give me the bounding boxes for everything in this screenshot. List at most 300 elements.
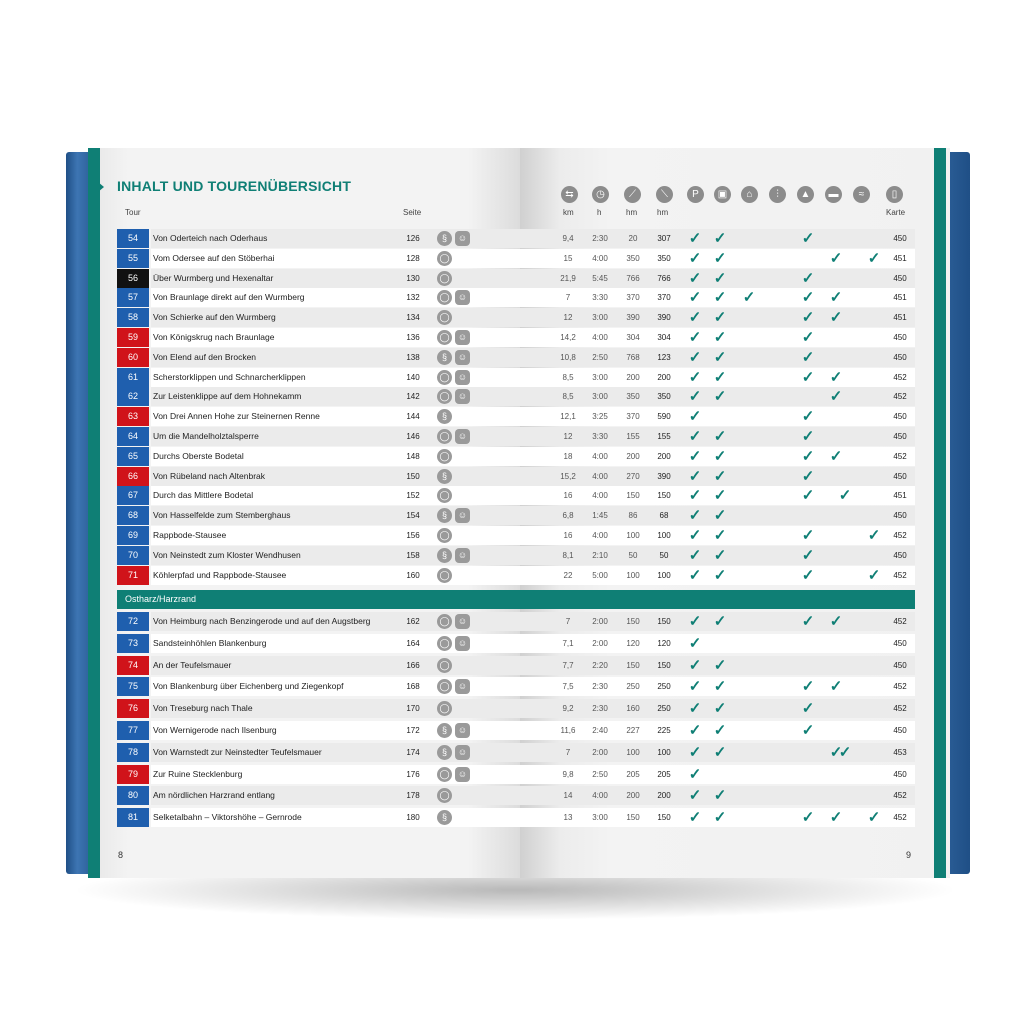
table-row[interactable] <box>117 269 915 288</box>
check-icon: ✓ <box>713 368 727 386</box>
tour-page: 156 <box>393 526 433 545</box>
check-icon: ✓ <box>801 527 815 544</box>
family-icon: ☺ <box>455 290 470 305</box>
table-row[interactable] <box>117 786 915 805</box>
tour-number: 73 <box>117 634 149 653</box>
tour-map-number: 452 <box>885 526 915 545</box>
family-icon: ☺ <box>455 330 470 345</box>
tour-map-number: 451 <box>885 288 915 307</box>
check-icon: ✓ <box>713 678 727 696</box>
right-accent-stripe <box>934 148 946 878</box>
tour-descent: 68 <box>659 511 669 521</box>
tour-name: Zur Leistenklippe auf dem Hohnekamm <box>151 387 423 406</box>
tour-duration: 2:00 <box>592 638 608 648</box>
tour-number: 62 <box>117 387 149 406</box>
check-icon: ✓ <box>829 388 843 406</box>
check-icon: ✓ <box>688 700 702 718</box>
tour-ascent: 304 <box>626 333 640 342</box>
tour-descent: 390 <box>657 471 671 481</box>
tour-name: Von Elend auf den Brocken <box>151 348 423 367</box>
tour-duration: 5:45 <box>592 273 608 283</box>
tour-km: 12 <box>563 313 573 323</box>
tour-number: 72 <box>117 612 149 631</box>
tour-number: 75 <box>117 677 149 696</box>
tour-name: Köhlerpfad und Rappbode-Stausee <box>151 566 423 585</box>
tour-map-number: 452 <box>885 387 915 406</box>
tour-number: 70 <box>117 546 149 565</box>
tour-descent: 390 <box>657 313 671 323</box>
table-row[interactable] <box>117 634 915 653</box>
family-icon: ☺ <box>455 679 470 694</box>
table-row[interactable] <box>117 765 915 784</box>
check-icon: ✓ <box>829 743 843 761</box>
check-icon: ✓ <box>713 787 727 805</box>
tour-duration: 3:30 <box>592 293 608 303</box>
tour-descent: 250 <box>657 704 671 714</box>
tour-ascent: 86 <box>628 511 638 521</box>
tour-km: 14,2 <box>560 333 576 342</box>
tour-km: 8,5 <box>562 372 574 382</box>
bus-icon: ▣ <box>714 186 731 203</box>
tour-duration: 4:00 <box>592 791 608 801</box>
tour-ascent: 350 <box>626 253 640 263</box>
tour-map-number: 450 <box>885 407 915 426</box>
tour-km: 6,8 <box>562 511 574 521</box>
tour-name: Über Wurmberg und Hexenaltar <box>151 269 423 288</box>
difficulty-icon: § <box>437 810 452 825</box>
tour-map-number: 452 <box>885 447 915 466</box>
tour-page: 146 <box>393 427 433 446</box>
table-row[interactable] <box>117 447 915 466</box>
tour-name: Von Blankenburg über Eichenberg und Ziegenkopf <box>151 677 423 696</box>
check-icon: ✓ <box>829 309 843 327</box>
header-seite: Seite <box>403 208 422 217</box>
tour-duration: 3:30 <box>592 432 608 441</box>
tour-number: 58 <box>117 308 149 327</box>
tour-map-number: 452 <box>885 612 915 631</box>
tour-map-number: 450 <box>885 467 915 486</box>
table-row[interactable] <box>117 328 915 347</box>
tour-km: 10,8 <box>560 352 576 362</box>
check-icon: ✓ <box>801 809 815 827</box>
tour-number: 78 <box>117 743 149 762</box>
check-icon: ✓ <box>688 765 702 783</box>
tour-ascent: 205 <box>626 769 640 779</box>
table-row[interactable] <box>117 407 915 426</box>
tour-ascent: 100 <box>626 531 640 540</box>
check-icon: ✓ <box>688 678 702 696</box>
tour-km: 14 <box>563 791 573 801</box>
tour-map-number: 451 <box>885 308 915 327</box>
tour-duration: 3:00 <box>592 813 608 823</box>
tour-map-number: 450 <box>885 229 915 248</box>
family-icon: ☺ <box>455 767 470 782</box>
tour-km: 8,1 <box>562 550 574 560</box>
check-icon: ✓ <box>829 447 843 465</box>
check-icon: ✓ <box>713 566 727 584</box>
tour-km: 16 <box>563 491 573 501</box>
signpost-icon: ⇆ <box>561 186 578 203</box>
loop-icon: ◯ <box>437 370 452 385</box>
tour-km: 9,8 <box>562 769 574 779</box>
table-row[interactable] <box>117 566 915 585</box>
check-icon: ✓ <box>867 566 881 584</box>
tour-page: 140 <box>393 368 433 387</box>
tour-number: 68 <box>117 506 149 525</box>
tour-ascent: 150 <box>626 660 640 670</box>
header-hm-descent: hm <box>657 208 669 217</box>
tour-name: Von Heimburg nach Benzingerode und auf den Augstberg <box>151 612 423 631</box>
table-row[interactable] <box>117 808 915 827</box>
tour-page: 136 <box>393 328 433 347</box>
tour-number: 69 <box>117 526 149 545</box>
check-icon: ✓ <box>688 634 702 652</box>
tour-ascent: 160 <box>626 704 640 714</box>
tour-ascent: 155 <box>626 432 640 441</box>
table-row[interactable] <box>117 288 915 307</box>
tour-name: Am nördlichen Harzrand entlang <box>151 786 423 805</box>
descent-icon: ⟍ <box>656 186 673 203</box>
family-icon: ☺ <box>455 370 470 385</box>
table-row[interactable] <box>117 486 915 505</box>
tour-number: 74 <box>117 656 149 675</box>
car-icon: ▬ <box>825 186 842 203</box>
check-icon: ✓ <box>688 527 702 544</box>
tour-map-number: 451 <box>885 249 915 268</box>
check-icon: ✓ <box>867 809 881 827</box>
tour-map-number: 452 <box>885 566 915 585</box>
tour-descent: 120 <box>657 638 671 648</box>
tour-number: 67 <box>117 486 149 505</box>
tour-km: 11,6 <box>560 726 576 735</box>
tour-descent: 225 <box>657 726 671 735</box>
tour-ascent: 100 <box>626 570 640 580</box>
tour-duration: 2:10 <box>592 550 608 560</box>
table-row[interactable] <box>117 387 915 406</box>
tour-name: Selketalbahn – Viktorshöhe – Gernrode <box>151 808 423 827</box>
tour-map-number: 450 <box>885 656 915 675</box>
tour-map-number: 452 <box>885 677 915 696</box>
loop-icon: ◯ <box>437 679 452 694</box>
check-icon: ✓ <box>688 507 702 525</box>
tour-descent: 100 <box>657 747 671 757</box>
check-icon: ✓ <box>801 329 815 346</box>
tour-ascent: 200 <box>626 451 640 461</box>
tour-ascent: 350 <box>626 392 640 402</box>
tour-duration: 2:50 <box>592 769 608 779</box>
check-icon: ✓ <box>713 700 727 718</box>
left-accent-stripe <box>88 148 100 878</box>
tour-map-number: 450 <box>885 269 915 288</box>
loop-icon: ◯ <box>437 429 452 444</box>
tour-page: 126 <box>393 229 433 248</box>
loop-icon: ◯ <box>437 271 452 286</box>
tour-descent: 200 <box>657 372 671 382</box>
tour-page: 158 <box>393 546 433 565</box>
tour-ascent: 50 <box>628 550 638 560</box>
family-icon: ☺ <box>455 723 470 738</box>
loop-icon: ◯ <box>437 788 452 803</box>
tour-number: 77 <box>117 721 149 740</box>
check-icon: ✓ <box>688 249 702 267</box>
difficulty-icon: § <box>437 745 452 760</box>
loop-icon: ◯ <box>437 636 452 651</box>
tour-page: 180 <box>393 808 433 827</box>
tour-map-number: 452 <box>885 368 915 387</box>
cable-car-icon: ⌂ <box>741 186 758 203</box>
tour-name: Von Treseburg nach Thale <box>151 699 423 718</box>
tour-ascent: 390 <box>626 313 640 323</box>
header-h: h <box>597 208 602 217</box>
tour-duration: 2:40 <box>592 726 608 735</box>
check-icon: ✓ <box>867 527 881 544</box>
check-icon: ✓ <box>688 613 702 630</box>
tour-ascent: 227 <box>626 726 640 735</box>
tour-km: 21,9 <box>560 273 576 283</box>
header-km: km <box>563 208 574 217</box>
tour-map-number: 450 <box>885 427 915 446</box>
tour-km: 7 <box>565 617 571 626</box>
difficulty-icon: § <box>437 409 452 424</box>
table-row[interactable] <box>117 721 915 740</box>
table-row[interactable] <box>117 427 915 446</box>
check-icon: ✓ <box>713 613 727 630</box>
table-row[interactable] <box>117 677 915 696</box>
check-icon: ✓ <box>688 722 702 739</box>
check-icon: ✓ <box>801 467 815 485</box>
table-row[interactable] <box>117 699 915 718</box>
tour-map-number: 453 <box>885 743 915 762</box>
tour-duration: 2:00 <box>592 747 608 757</box>
tour-name: Von Oderteich nach Oderhaus <box>151 229 423 248</box>
check-icon: ✓ <box>688 269 702 287</box>
tour-number: 80 <box>117 786 149 805</box>
tour-number: 60 <box>117 348 149 367</box>
tour-number: 71 <box>117 566 149 585</box>
table-row[interactable] <box>117 467 915 486</box>
check-icon: ✓ <box>688 467 702 485</box>
tour-duration: 4:00 <box>592 333 608 342</box>
loop-icon: ◯ <box>437 658 452 673</box>
check-icon: ✓ <box>801 722 815 739</box>
table-row[interactable] <box>117 743 915 762</box>
tour-number: 55 <box>117 249 149 268</box>
check-icon: ✓ <box>713 656 727 674</box>
tour-map-number: 452 <box>885 699 915 718</box>
tour-km: 22 <box>563 570 573 580</box>
tour-duration: 2:00 <box>592 617 608 626</box>
tour-duration: 1:45 <box>592 511 608 521</box>
check-icon: ✓ <box>688 428 702 445</box>
check-icon: ✓ <box>801 447 815 465</box>
tour-descent: 50 <box>659 550 669 560</box>
check-icon: ✓ <box>688 566 702 584</box>
tour-duration: 2:50 <box>592 352 608 362</box>
table-row[interactable] <box>117 546 915 565</box>
tour-map-number: 452 <box>885 786 915 805</box>
check-icon: ✓ <box>829 809 843 827</box>
tour-map-number: 451 <box>885 486 915 505</box>
check-icon: ✓ <box>801 309 815 327</box>
tour-page: 148 <box>393 447 433 466</box>
check-icon: ✓ <box>801 289 815 307</box>
tour-page: 138 <box>393 348 433 367</box>
tour-page: 128 <box>393 249 433 268</box>
header-hm-ascent: hm <box>626 208 638 217</box>
tour-page: 162 <box>393 612 433 631</box>
check-icon: ✓ <box>829 613 843 630</box>
table-row[interactable] <box>117 526 915 545</box>
tour-name: Sandsteinhöhlen Blankenburg <box>151 634 423 653</box>
check-icon: ✓ <box>801 613 815 630</box>
loop-icon: ◯ <box>437 389 452 404</box>
tour-km: 7,7 <box>562 660 574 670</box>
loop-icon: ◯ <box>437 449 452 464</box>
check-icon: ✓ <box>713 722 727 739</box>
tour-ascent: 270 <box>626 471 640 481</box>
family-icon: ☺ <box>455 745 470 760</box>
page-number-left: 8 <box>118 850 124 860</box>
tour-page: 160 <box>393 566 433 585</box>
check-icon: ✓ <box>688 368 702 386</box>
table-row[interactable] <box>117 229 915 248</box>
tour-descent: 200 <box>657 451 671 461</box>
tour-name: Von Hasselfelde zum Stemberghaus <box>151 506 423 525</box>
check-icon: ✓ <box>688 787 702 805</box>
tour-km: 7,1 <box>562 638 574 648</box>
check-icon: ✓ <box>713 428 727 445</box>
check-icon: ✓ <box>801 230 815 247</box>
table-row[interactable] <box>117 308 915 327</box>
check-icon: ✓ <box>713 743 727 761</box>
tour-name: Vom Odersee auf den Stöberhai <box>151 249 423 268</box>
check-icon: ✓ <box>713 289 727 307</box>
tour-km: 15 <box>563 253 573 263</box>
family-icon: ☺ <box>455 350 470 365</box>
family-icon: ☺ <box>455 508 470 523</box>
tour-descent: 150 <box>657 617 671 626</box>
tour-page: 132 <box>393 288 433 307</box>
tour-km: 12,1 <box>560 412 576 422</box>
check-icon: ✓ <box>688 743 702 761</box>
tour-name: Durchs Oberste Bodetal <box>151 447 423 466</box>
table-row[interactable] <box>117 249 915 268</box>
family-icon: ☺ <box>455 614 470 629</box>
tour-name: Zur Ruine Stecklenburg <box>151 765 423 784</box>
tour-page: 142 <box>393 387 433 406</box>
tour-km: 18 <box>563 451 573 461</box>
check-icon: ✓ <box>688 546 702 564</box>
tour-name: An der Teufelsmauer <box>151 656 423 675</box>
loop-icon: ◯ <box>437 568 452 583</box>
check-icon: ✓ <box>688 388 702 406</box>
tour-duration: 3:25 <box>592 412 608 422</box>
loop-icon: ◯ <box>437 251 452 266</box>
tour-ascent: 768 <box>626 352 640 362</box>
book-cover-right <box>948 152 970 874</box>
tour-name: Von Schierke auf den Wurmberg <box>151 308 423 327</box>
loop-icon: ◯ <box>437 767 452 782</box>
check-icon: ✓ <box>801 546 815 564</box>
tour-map-number: 450 <box>885 506 915 525</box>
tour-descent: 150 <box>657 813 671 823</box>
tour-descent: 307 <box>657 234 671 243</box>
table-row[interactable] <box>117 506 915 525</box>
tour-km: 7 <box>565 293 571 303</box>
tour-name: Scherstorklippen und Schnarcherklippen <box>151 368 423 387</box>
tour-descent: 100 <box>657 531 671 540</box>
check-icon: ✓ <box>713 269 727 287</box>
tour-ascent: 370 <box>626 293 640 303</box>
tour-km: 12 <box>563 432 573 441</box>
loop-icon: ◯ <box>437 701 452 716</box>
page-title: INHALT UND TOURENÜBERSICHT <box>117 178 352 194</box>
difficulty-icon: § <box>437 508 452 523</box>
check-icon: ✓ <box>713 527 727 544</box>
table-row[interactable] <box>117 612 915 631</box>
tour-page: 166 <box>393 656 433 675</box>
tour-km: 7,5 <box>562 682 574 692</box>
check-icon: ✓ <box>801 368 815 386</box>
tour-descent: 350 <box>657 392 671 402</box>
tour-descent: 370 <box>657 293 671 303</box>
tour-page: 168 <box>393 677 433 696</box>
tour-duration: 4:00 <box>592 491 608 501</box>
check-icon: ✓ <box>801 428 815 445</box>
check-icon: ✓ <box>713 546 727 564</box>
tour-number: 59 <box>117 328 149 347</box>
tour-page: 144 <box>393 407 433 426</box>
tour-duration: 2:30 <box>592 234 608 243</box>
tour-name: Von Braunlage direkt auf den Wurmberg <box>151 288 423 307</box>
tour-km: 9,4 <box>562 234 574 243</box>
check-icon: ✓ <box>801 348 815 366</box>
family-icon: ☺ <box>455 231 470 246</box>
bathing-icon: ≈ <box>853 186 870 203</box>
check-icon: ✓ <box>688 809 702 827</box>
tour-descent: 155 <box>657 432 671 441</box>
tour-name: Von Warnstedt zur Neinstedter Teufelsmauer <box>151 743 423 762</box>
tour-duration: 4:00 <box>592 471 608 481</box>
tour-page: 164 <box>393 634 433 653</box>
check-icon: ✓ <box>838 743 852 761</box>
tour-km: 16 <box>563 531 573 540</box>
check-icon: ✓ <box>688 348 702 366</box>
tour-page: 170 <box>393 699 433 718</box>
check-icon: ✓ <box>713 447 727 465</box>
table-row[interactable] <box>117 368 915 387</box>
table-row[interactable] <box>117 348 915 367</box>
tour-number: 63 <box>117 407 149 426</box>
tour-descent: 123 <box>657 352 671 362</box>
tour-number: 65 <box>117 447 149 466</box>
table-row[interactable] <box>117 656 915 675</box>
tour-name: Von Wernigerode nach Ilsenburg <box>151 721 423 740</box>
tour-duration: 2:30 <box>592 682 608 692</box>
tour-name: Von Drei Annen Hohe zur Steinernen Renne <box>151 407 423 426</box>
header-tour: Tour <box>125 208 141 217</box>
tour-km: 9,2 <box>562 704 574 714</box>
tour-ascent: 120 <box>626 638 640 648</box>
tour-number: 76 <box>117 699 149 718</box>
family-icon: ☺ <box>455 389 470 404</box>
tour-number: 61 <box>117 368 149 387</box>
tour-duration: 3:00 <box>592 372 608 382</box>
check-icon: ✓ <box>713 348 727 366</box>
tour-ascent: 150 <box>626 491 640 501</box>
check-icon: ✓ <box>801 678 815 696</box>
check-icon: ✓ <box>713 249 727 267</box>
